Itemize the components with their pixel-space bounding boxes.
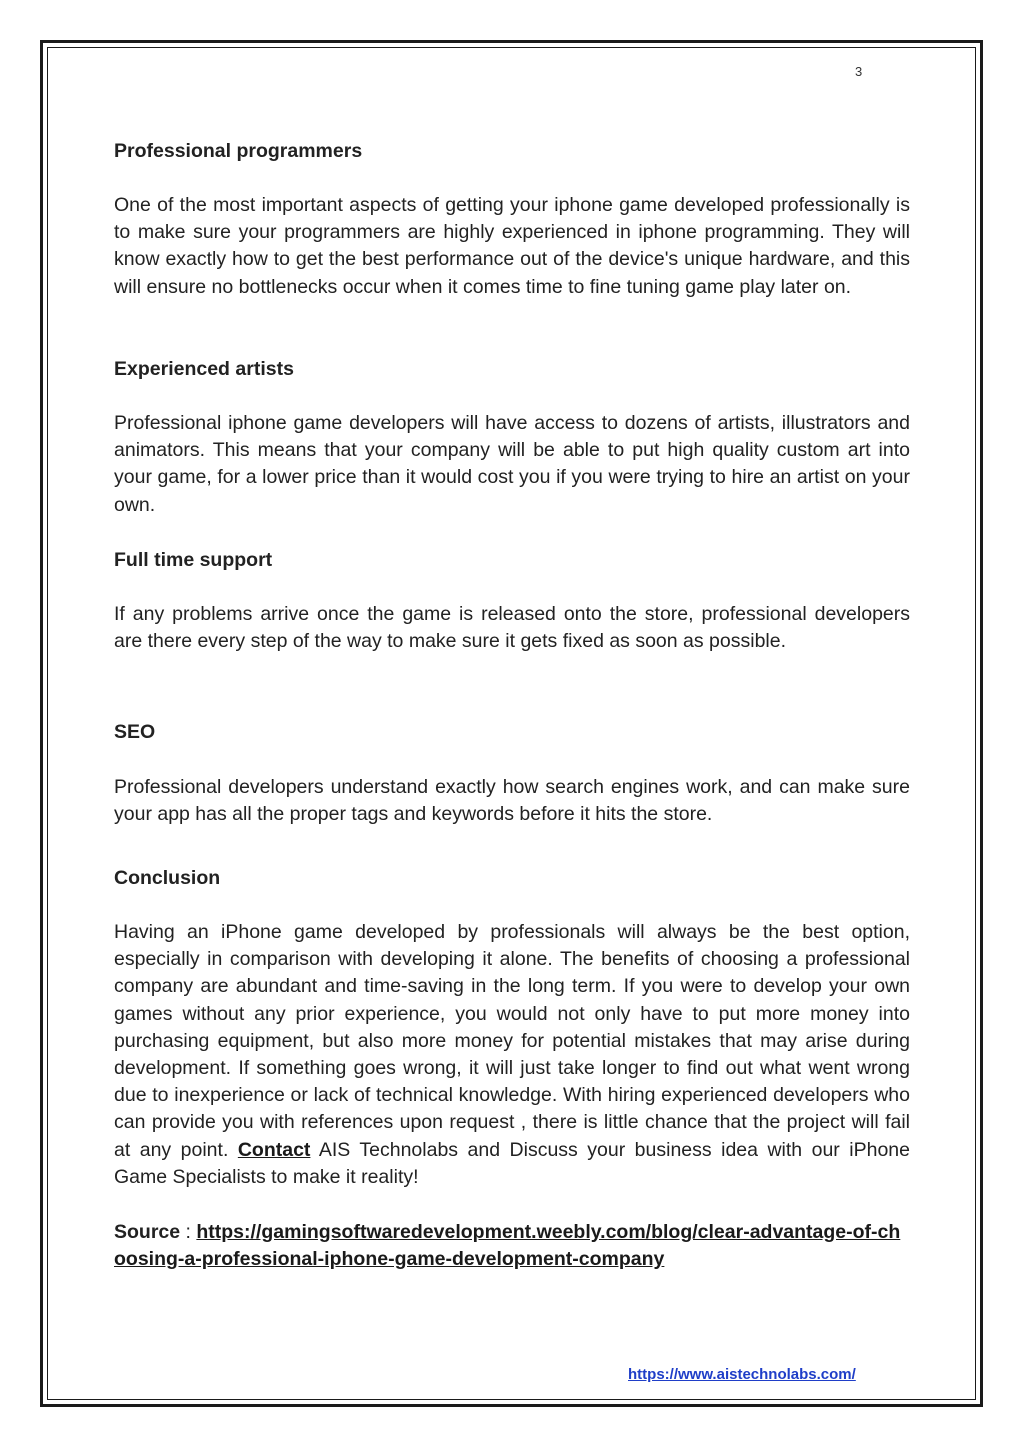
- source-label: Source: [114, 1221, 181, 1243]
- section-heading-support: Full time support: [114, 549, 273, 571]
- page-number: 3: [855, 64, 863, 79]
- contact-link[interactable]: Contact: [237, 1138, 311, 1161]
- section-body-seo: Professional developers understand exactly how search engines work, and can make sure your app has all the proper tags and keywords before it hits the store.: [114, 776, 910, 826]
- source-separator: :: [180, 1221, 197, 1243]
- section-heading-programmers: Professional programmers: [114, 140, 363, 162]
- section-body-programmers: One of the most important aspects of getting your iphone game developed professionally is to make sure your programmers are highly experienced in iphone programming. They will know exactly how to get the best performance out of the device's unique hardware, and this will ensure no bottlenecks occur when it comes time to fine tuning game play later on.: [114, 194, 910, 298]
- section-body-artists: Professional iphone game developers will have access to dozens of artists, illustrators and animators. This means that your company will be able to put high quality custom art into your game, for a lower price than it would cost you if you were trying to hire an artist on your own.: [114, 412, 910, 516]
- conclusion-text-after-link: AIS Technolabs and Discuss your business idea with our iPhone Game Specialists to make it reality!: [114, 1138, 910, 1188]
- source-line: [114, 1219, 910, 1273]
- source-url-link[interactable]: https://gamingsoftwaredevelopment.weebly.com/blog/clear-advantage-of-choosing-a-professional-iphone-game-development-company: [114, 1221, 901, 1271]
- section-heading-artists: Experienced artists: [114, 358, 294, 380]
- section-heading-seo: SEO: [114, 721, 156, 743]
- conclusion-text-before-link: Having an iPhone game developed by professionals will always be the best option, especially in comparison with developing it alone. The benefits of choosing a professional company are abundant and time-saving in the long term. If you were to develop your own games without any prior experience, you would not only have to put more money into purchasing equipment, but also more money for potential mistakes that may arise during development. If something goes wrong, it will just take longer to find out what went wrong due to inexperience or lack of technical knowledge. With hiring experienced developers who can provide you with references upon request , there is little chance that the project will fail at any point.: [114, 921, 910, 1161]
- section-body-conclusion: [114, 919, 910, 1191]
- section-heading-conclusion: Conclusion: [114, 867, 221, 889]
- section-body-support: If any problems arrive once the game is released onto the store, professional developers are there every step of the way to make sure it gets fixed as soon as possible.: [114, 603, 910, 653]
- footer-website-link[interactable]: https://www.aistechnolabs.com/: [628, 1366, 856, 1383]
